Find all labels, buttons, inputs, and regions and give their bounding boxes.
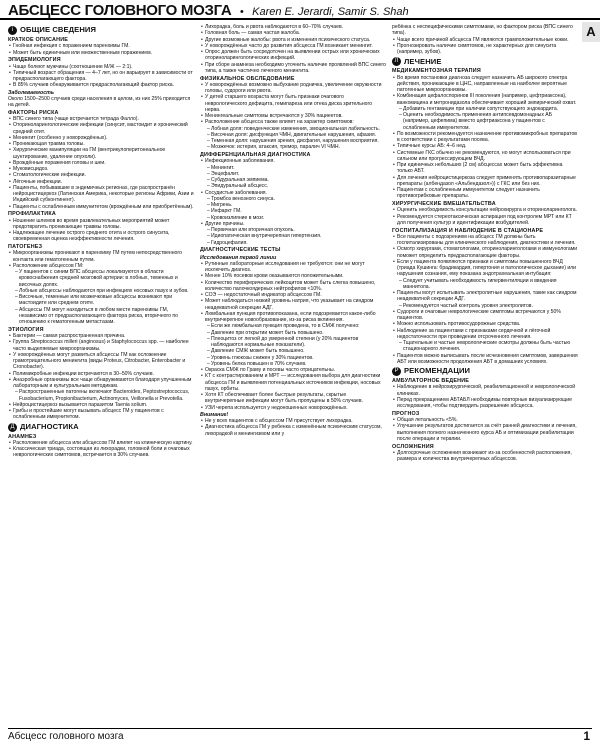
dash-item: – Рекомендуется частый контроль уровня электролитов.: [392, 303, 578, 309]
bullet-item: • Пациенты могут испытывать электролитные нарушения, такие как синдром неадекватной секреции АДГ.: [392, 290, 578, 303]
bullet-item: • Комбинация цефалоспоринов III поколения (например, цефтриаксона), ванкомицина и метронидазола обеспечивает хороший эмпирический охват.: [392, 93, 578, 106]
bullet-item: • Другие причины.: [200, 221, 386, 227]
section-icon: Д: [8, 423, 17, 432]
bullet-item: • Анаэробные организмы все чаще обнаруживаются благодаря улучшенным лабораторным и культуральным методикам.: [8, 377, 194, 390]
bullet-item: • Может быть единичным или множественным поражением.: [8, 50, 194, 56]
bullet-item: • Ношение шлемов во время развлекательных мероприятий может предотвратить проникающие травмы головы.: [8, 218, 194, 231]
bullet-item: • Во время постановки диагноза следует назначить АБ широкого спектра действия, проникающие в ЦНС, направленные на наиболее вероятные патогенные микроорганизмы.: [392, 75, 578, 94]
article-body: [8, 24, 578, 714]
dash-item: – Уровень белка повышен в 70% случаев.: [200, 361, 386, 367]
bullet-item: • Окраска СМЖ по Граму и посевы часто отрицательны.: [200, 367, 386, 373]
bullet-item: • Оценить необходимость консультации нейрохирурга и оториноларинголога.: [392, 207, 578, 213]
dash-item: – Распространенные патогены включают Bacteroides, Peptostreptococcus, Fusobacterium, Propionibacterium, Actinomyces, Veillonella и Prevotella.: [8, 389, 194, 402]
subsection-heading: ФАКТОРЫ РИСКА: [8, 109, 59, 116]
bullet-item: • ВПС синего типа (чаще встречается тетрада Фалло).: [8, 116, 194, 122]
bullet-item: • Чаще болеют мужчины (соотношение М/Ж — 2:1).: [8, 64, 194, 70]
footer-title: Абсцесс головного мозга: [8, 731, 124, 742]
bullet-item: • Расположение абсцессов ГМ:: [8, 263, 194, 269]
dash-item: – Гидроцефалия.: [200, 240, 386, 246]
subsection-heading: ПАТОГЕНЕЗ: [8, 244, 43, 250]
bullet-item: • Рекомендуется стереотаксическая аспирация под контролем МРТ или КТ для получения культур и идентификации возбудителей.: [392, 214, 578, 227]
bullet-item: • Сосудистые заболевания.: [200, 190, 386, 196]
bullet-item: • СОЭ — недостаточный индикатор абсцессов ГМ.: [200, 292, 386, 298]
bullet-item: • Общая летальность <5%.: [392, 417, 578, 423]
bullet-item: • Гнойная инфекция с поражением паренхимы ГМ.: [8, 43, 194, 49]
section-icon: Р: [392, 367, 401, 376]
page-header: [0, 0, 600, 20]
dash-item: – Абсцессы ГМ могут находиться в любом месте паренхимы ГМ, независимо от предрасполагающего фактора риска, вторичного по отношению к гематогенным метастазам.: [8, 307, 194, 326]
subsection-heading: ПРОГНОЗ: [392, 410, 420, 417]
dash-item: – Плеоцитоз от легкой до умеренной степени (у 20% пациентов наблюдаются нормальные показатели).: [200, 336, 386, 349]
bullet-item: • Врождённые поражения головы и шеи.: [8, 160, 194, 166]
dash-item: – Давление при открытии может быть повышено.: [200, 330, 386, 336]
dash-item: – Кровоизлияние в мозг.: [200, 215, 386, 221]
dash-item: – Височные, теменные или мозжечковые абсцессы возникают при мастоидите или среднем отите.: [8, 294, 194, 307]
dash-item: – Лобная доля: поведенческие изменения, эмоциональная лабильность.: [200, 126, 386, 132]
bullet-item: • Полимикробные инфекции встречаются в 30–50% случаев.: [8, 371, 194, 377]
bullet-item: • Рутинные лабораторные исследования не требуются: они не могут исключить диагноз.: [200, 261, 386, 274]
bullet-item: • Можно использовать противосудорожные средства.: [392, 321, 578, 327]
bullet-item: • По возможности рекомендуется назначение противомикробных препаратов в соответствии с результатами посева.: [392, 131, 578, 144]
bullet-item: • Микроорганизмы проникают в паренхиму ГМ путем непосредственного контакта или гематогенным путем.: [8, 250, 194, 263]
subsection-heading: АМБУЛАТОРНОЕ ВЕДЕНИЕ: [392, 378, 470, 384]
subsection-heading: ДИФФЕРЕНЦИАЛЬНАЯ ДИАГНОСТИКА: [200, 152, 311, 158]
bullet-item: • Нейроцистицеркоз вызывается паразитом Taenia solium.: [8, 402, 194, 408]
subsection-heading: ЭТИОЛОГИЯ: [8, 326, 44, 333]
bullet-item: • Стоматологические инфекции.: [8, 172, 194, 178]
subsection-heading: МЕДИКАМЕНТОЗНАЯ ТЕРАПИЯ: [392, 68, 481, 75]
paragraph: ребёнка с неспецифическими симптомами, но фактором риска (ВПС синего типа).: [392, 24, 573, 37]
subsection-heading: КРАТКОЕ ОПИСАНИЕ: [8, 37, 69, 43]
dash-item: – Следует учитывать необходимость гипервентиляции и введения маннитола.: [392, 278, 578, 291]
bullet-item: • Лихорадка, боль и рвота наблюдаются в 60–70% случаев.: [200, 24, 386, 30]
dash-item: – Тромбоз венозного синуса.: [200, 196, 386, 202]
subsection-heading: ЭПИДЕМИОЛОГИЯ: [8, 57, 61, 64]
bullet-item: • Проникающая травма головы.: [8, 141, 194, 147]
page-number: 1: [583, 729, 590, 743]
bullet-item: • Типичный возраст обращения — 4–7 лет, но он варьирует в зависимости от предрасполагающего фактора.: [8, 70, 194, 83]
bullet-item: • Менее 10% посевов крови оказываются положительными.: [200, 273, 386, 279]
subsection-heading: АНАМНЕЗ: [8, 433, 37, 440]
bullet-item: • Прогнозировать наличие симптомов, не характерных для синусита (например, зубов).: [392, 43, 578, 56]
dash-item: – Субдуральная эмпиема.: [200, 177, 386, 183]
bullet-item: • Хирургические манипуляции на ГМ (вентрикулоперитонеальное шунтирование, удаление опухоли).: [8, 147, 194, 160]
bullet-item: • Количество периферических лейкоцитов может быть слегка повышено, количество палочкоядерных нейтрофилов <10%.: [200, 280, 386, 293]
paragraph: Около 1500–2500 случаев среди населения в целом, из них 25% приходится на детей.: [8, 95, 191, 108]
dash-item: – Если же люмбальная пункция проведена, то в СМЖ получено:: [200, 323, 386, 329]
bullet-item: • При сборе анамнеза необходимо уточнить наличие проявлений ВПС синего типа, а также частично леченого менингита.: [200, 62, 386, 75]
dash-item: – Энцефалит.: [200, 171, 386, 177]
subsection-italic-heading: Заболеваемость: [8, 89, 55, 96]
bullet-item: • Другие возможные жалобы: рвота и изменения психического статуса.: [200, 37, 386, 43]
bullet-item: • Не у всех пациентов с абсцессом ГМ присутствует лихорадка.: [200, 418, 386, 424]
column-1: [8, 24, 194, 714]
section-title: РЕКОМЕНДАЦИИ: [404, 366, 471, 376]
bullet-item: • Оториноларингологические инфекции (синусит, мастоидит и хронический средний отит.: [8, 122, 194, 135]
bullet-item: • У детей старшего возраста могут быть признаки очагового неврологического дефицита, гемипареза или отека диска зрительного нерва.: [200, 94, 386, 113]
alphabet-tab: A: [582, 22, 600, 42]
subsection-italic-heading: Исследования первой линии: [200, 254, 277, 261]
bullet-item: • Если у пациента появляются признаки и симптомы повышенного ВЧД (триада Кушинга: брадикардия, гипертония и патологическое дыхание) или нарушения сознания, ему показана эндотрахеальная интубация:: [392, 259, 578, 278]
bullet-item: • Наблюдение за пациентами с признаками сердечной и лёгочной недостаточности при проведении отсроченного лечения.: [392, 328, 578, 341]
page-footer: [8, 728, 592, 742]
dash-item: – Оценить необходимость применения антипсевдомонадных АБ (например, цефепима) вместо цефтриаксона у пациентов с ослабленным иммунитетом.: [392, 112, 578, 131]
article-title: АБСЦЕСС ГОЛОВНОГО МОЗГА: [8, 2, 232, 19]
bullet-item: • Наблюдение в нейрохирургической, реабилитационной и неврологической клиниках.: [392, 384, 578, 397]
section-heading: [392, 367, 578, 376]
dash-item: – Височная доля: дисфункция ЧМН, двигательные нарушения, афазия.: [200, 132, 386, 138]
bullet-item: • Для лечения нейроцистицеркоза следует применять противопаразитарные препараты (албендазол «Альбендазол»)) с ГКС или без них.: [392, 175, 578, 188]
bullet-item: • Опрос должен быть сосредоточен на выявлении острых или хронических оториноларингологических инфекций.: [200, 49, 386, 62]
section-title: ЛЕЧЕНИЕ: [404, 56, 442, 66]
dash-item: – Эпидуральный абсцесс.: [200, 183, 386, 189]
bullet-item: • Бактерии — самая распространенная причина.: [8, 333, 194, 339]
article-authors-separator: •: [239, 6, 244, 18]
dash-item: – Добавить гентамицин при наличии сопутствующего эндокардита.: [392, 106, 578, 112]
bullet-item: • При единичных небольших (2 см) абсцессах может быть эффективна только АБТ.: [392, 162, 578, 175]
dash-item: – Мигрень.: [200, 202, 386, 208]
subsection-heading: ПРОФИЛАКТИКА: [8, 211, 56, 218]
bullet-item: • У новорождённых возможно выбухание родничка, увеличение окружности головы, судороги или рвота.: [200, 82, 386, 95]
bullet-item: • Улучшение результатов достигается за счёт ранней диагностики и лечения, выполнения полного назначенного курса АБ и оптимизации реабилитации после операции и терапии.: [392, 423, 578, 442]
bullet-item: • Менингеальные симптомы встречаются у 30% пациентов.: [200, 113, 386, 119]
section-title: ОБЩИЕ СВЕДЕНИЯ: [20, 25, 97, 35]
bullet-item: • Люмбальная пункция противопоказана, если подозревается какое-либо внутричерепное новообразование, из-за риска вклинения.: [200, 311, 386, 324]
bullet-item: • Муковисцидоз.: [8, 166, 194, 172]
dash-item: – Инфаркт ГМ.: [200, 208, 386, 214]
bullet-item: • КТ с контрастированием и МРТ — исследования выбора для диагностики абсцесса ГМ и выявления потенциальных источников инфекции, носовых пазух, орбиты.: [200, 373, 386, 392]
section-icon: Л: [392, 57, 401, 66]
dash-item: – Идиопатическая внутричерепная гипертензия.: [200, 233, 386, 239]
bullet-item: • В 85% случаев обнаруживается предрасполагающий фактор риска.: [8, 82, 194, 88]
section-title: ДИАГНОСТИКА: [20, 421, 79, 431]
dash-item: – Теменная доля: нарушения зрения, дисфагия, нарушения восприятия.: [200, 138, 386, 144]
bullet-item: • Лёгочные инфекции.: [8, 179, 194, 185]
bullet-item: • Типичные курсы АБ: 4–6 нед.: [392, 143, 578, 149]
bullet-item: • Инфекционные заболевания.: [200, 158, 386, 164]
section-heading: [8, 423, 194, 432]
bullet-item: • УЗИ черепа используется у недоношенных новорождённых.: [200, 405, 386, 411]
dash-item: – Лобные абсцессы наблюдаются при инфекциях носовых пазух и зубов.: [8, 288, 194, 294]
bullet-item: • Группа Streptococcus milleri (anginosus) и Staphylococcus spp. — наиболее часто выделяемые микроорганизмы.: [8, 339, 194, 352]
section-icon: i: [8, 26, 17, 35]
bullet-item: • Надлежащее лечение острого среднего отита и острого синусита, своевременная оценка неэффективности лечения.: [8, 230, 194, 243]
dash-item: – Тщательные и частые неврологические осмотры должны быть частью стационарного лечения.: [392, 340, 578, 353]
subsection-heading: ОСЛОЖНЕНИЯ: [392, 443, 434, 450]
bullet-item: • Пациентов можно выписывать после исчезновения симптомов, завершения АБТ или возможности продолжения АБТ в домашних условиях.: [392, 353, 578, 366]
bullet-item: • Судороги и очаговые неврологические симптомы встречаются у 50% пациентов.: [392, 309, 578, 322]
article-authors: Karen E. Jerardi, Samir S. Shah: [252, 6, 409, 18]
bullet-item: • Расположение абсцесса или абсцессов ГМ влияет на клиническую картину.: [8, 440, 194, 446]
bullet-item: • Может наблюдаться низкий уровень натрия, что указывает на синдром неадекватной секреции АДГ.: [200, 298, 386, 311]
dash-item: – Мозжечок: истерия, атаксия, тремор, паралич VI ЧМН.: [200, 144, 386, 150]
subsection-heading: ГОСПИТАЛИЗАЦИЯ И НАБЛЮДЕНИЕ В СТАЦИОНАРЕ: [392, 227, 544, 234]
bullet-item: • У новорождённых часто до развития абсцесса ГМ возникает менингит.: [200, 43, 386, 49]
dash-item: – Менингит.: [200, 165, 386, 171]
bullet-item: • Осмотр хирургами, стоматологами, оториноларингологами и иммунологами поможет определить предрасполагающие факторы.: [392, 246, 578, 259]
subsection-heading: ХИРУРГИЧЕСКИЕ ВМЕШАТЕЛЬСТВА: [392, 201, 496, 207]
bullet-item: • Все пациенты с подозрением на абсцесс ГМ должны быть госпитализированы для клинического наблюдения, диагностики и лечения.: [392, 234, 578, 247]
column-3: [392, 24, 578, 714]
subsection-heading: ДИАГНОСТИЧЕСКИЕ ТЕСТЫ: [200, 247, 281, 254]
bullet-item: • Грибы и простейшие могут вызывать абсцесс ГМ у пациентов с ослабленным иммунитетом.: [8, 408, 194, 421]
bullet-item: • Чаще всего причиной абсцесса ГМ являются грамположительные кокки.: [392, 37, 578, 43]
bullet-item: • Хотя КТ обеспечивает более быстрые результаты, скрытые внутричерепные инфекции могут быть пропущены в 50% случаев.: [200, 392, 386, 405]
bullet-item: • Расположение абсцесса также влияет на характер симптомов:: [200, 119, 386, 125]
subsection-heading: ФИЗИКАЛЬНОЕ ОБСЛЕДОВАНИЕ: [200, 75, 295, 82]
bullet-item: • Головная боль — самая частая жалоба.: [200, 30, 386, 36]
bullet-item: • У новорождённых могут развиться абсцессы ГМ как осложнение грамотрицательного менингита (виды Proteus, Citrobacter, Enterobacter и Cronobacter).: [8, 352, 194, 371]
bullet-item: • Пациенты с ослабленным иммунитетом (врождённым или приобретённым).: [8, 204, 194, 210]
bullet-item: • Системные ГКС обычно не рекомендуются, но могут использоваться при сильном или прогрессирующем ВЧД.: [392, 150, 578, 163]
bullet-item: • Классическая триада, состоящая из лихорадки, головной боли и очаговых неврологических симптомов, встречается в 30% случаев.: [8, 446, 194, 459]
subsection-italic-heading: Внимание!: [200, 411, 229, 418]
bullet-item: • Менингит (особенно у новорождённых).: [8, 135, 194, 141]
dash-item: – Первичная или вторичная опухоль.: [200, 227, 386, 233]
section-heading: [8, 26, 194, 35]
dash-item: – У пациентов с синим ВПС абсцессы локализуются в области кровоснабжения средней мозговой артерии: в лобных, теменных и височных долях.: [8, 269, 194, 288]
bullet-item: • Долгосрочные осложнения возникают из-за особенностей расположения, размера и количества внутричерепных абсцессов.: [392, 450, 578, 463]
dash-item: – Уровень глюкозы снижен у 30% пациентов.: [200, 355, 386, 361]
column-2: [200, 24, 386, 714]
bullet-item: • Пациентам с ослабленным иммунитетом следует назначить противогрибковые препараты.: [392, 187, 578, 200]
bullet-item: • Перед прекращением АБТАБЛ необходимы повторные визуализирующие исследования, чтобы подтвердить разрешение абсцесса.: [392, 397, 578, 410]
section-heading: [392, 57, 578, 66]
dash-item: – Давление СМЖ может быть повышено.: [200, 348, 386, 354]
bullet-item: • Пациенты, побывавшие в эндемичных регионах, где распространён нейроцистицеркоз (Латинская Америка, некоторые регионы Африки, Азии и Индийский субконтинент).: [8, 185, 194, 204]
bullet-item: • Диагностика абсцесса ГМ у ребенка с изменённым психическим статусом, лихорадкой и менингизмом или у: [200, 424, 386, 437]
